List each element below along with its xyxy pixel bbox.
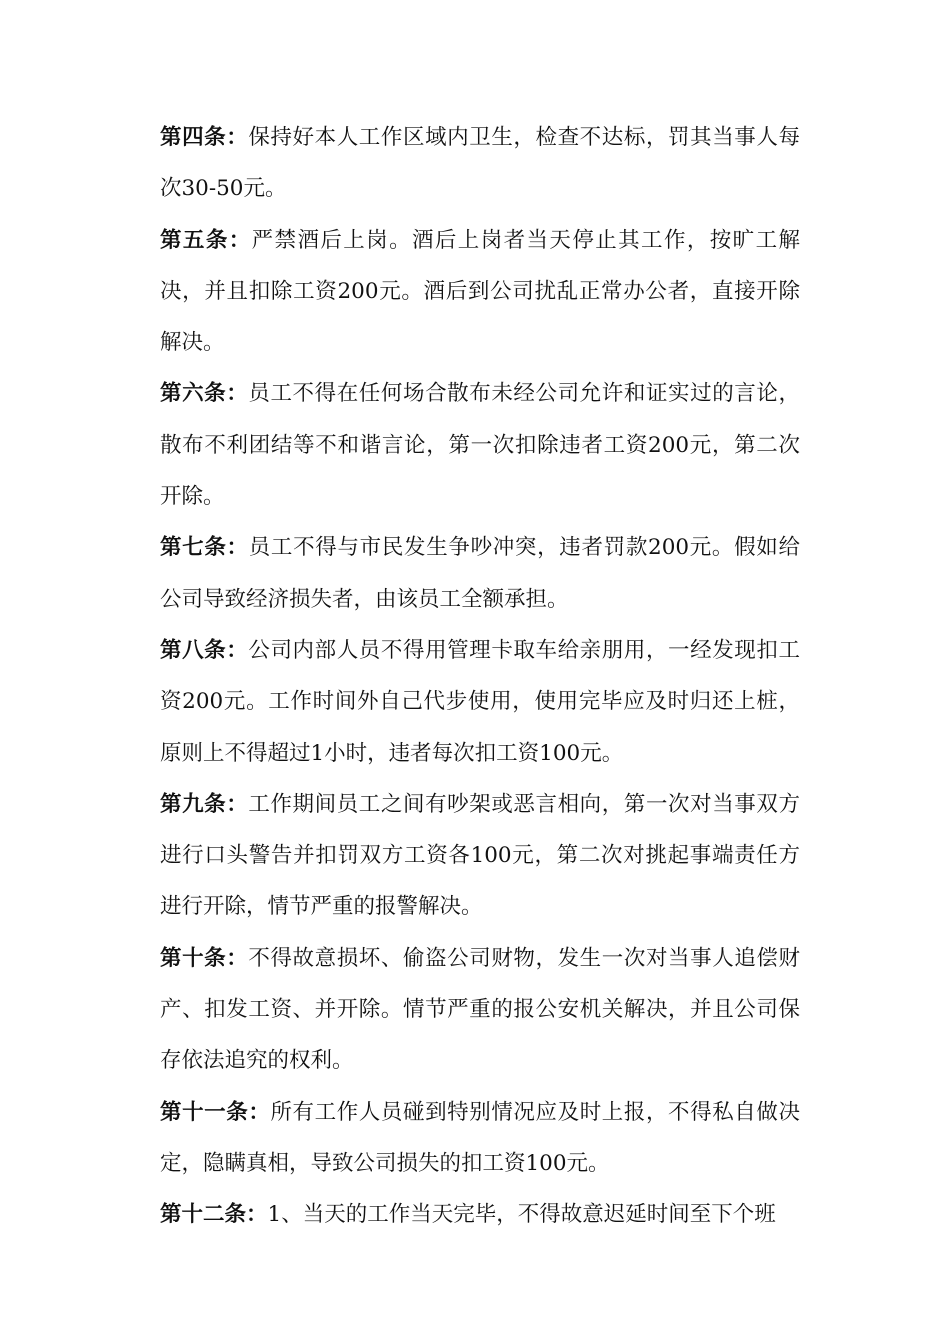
article-label: 第十二条： xyxy=(160,1202,268,1228)
article-label: 第八条： xyxy=(160,637,249,663)
article-text: 公司内部人员不得用管理卡取车给亲朋用，一经发现扣工资200元。工作时间外自己代步使用，使用完毕应及时归还上桩，原则上不得超过1小时，违者每次扣工资100元。 xyxy=(160,637,800,766)
article-8 xyxy=(160,625,800,779)
article-11 xyxy=(160,1087,800,1190)
article-text: 不得故意损坏、偷盗公司财物，发生一次对当事人追偿财产、扣发工资、并开除。情节严重的报公安机关解决，并且公司保存依法追究的权利。 xyxy=(160,945,800,1074)
article-label: 第九条： xyxy=(160,791,249,817)
article-label: 第四条： xyxy=(160,125,249,150)
article-text: 员工不得与市民发生争吵冲突，违者罚款200元。假如给公司导致经济损失者，由该员工全额承担。 xyxy=(160,535,800,612)
article-9 xyxy=(160,779,800,933)
article-6 xyxy=(160,368,800,522)
article-label: 第七条： xyxy=(160,535,249,561)
article-text: 保持好本人工作区域内卫生，检查不达标，罚其当事人每次30-50元。 xyxy=(160,125,800,202)
article-text: 1、当天的工作当天完毕，不得故意迟延时间至下个班 xyxy=(267,1202,776,1228)
article-label: 第十一条： xyxy=(160,1099,271,1125)
document-body xyxy=(160,112,800,1241)
article-label: 第十条： xyxy=(160,945,249,971)
article-7 xyxy=(160,522,800,625)
article-5 xyxy=(160,215,800,369)
article-label: 第五条： xyxy=(160,227,252,253)
article-label: 第六条： xyxy=(160,381,249,407)
article-4 xyxy=(160,112,800,215)
article-text: 工作期间员工之间有吵架或恶言相向，第一次对当事双方进行口头警告并扣罚双方工资各100元，第二次对挑起事端责任方进行开除，情节严重的报警解决。 xyxy=(160,791,800,920)
article-10 xyxy=(160,933,800,1087)
article-text: 员工不得在任何场合散布未经公司允许和证实过的言论，散布不利团结等不和谐言论，第一次扣除违者工资200元，第二次开除。 xyxy=(160,381,800,510)
article-12 xyxy=(160,1189,800,1240)
article-text: 严禁酒后上岗。酒后上岗者当天停止其工作，按旷工解决，并且扣除工资200元。酒后到公司扰乱正常办公者，直接开除解决。 xyxy=(160,227,800,356)
article-text: 所有工作人员碰到特别情况应及时上报，不得私自做决定，隐瞒真相，导致公司损失的扣工资100元。 xyxy=(160,1099,800,1176)
